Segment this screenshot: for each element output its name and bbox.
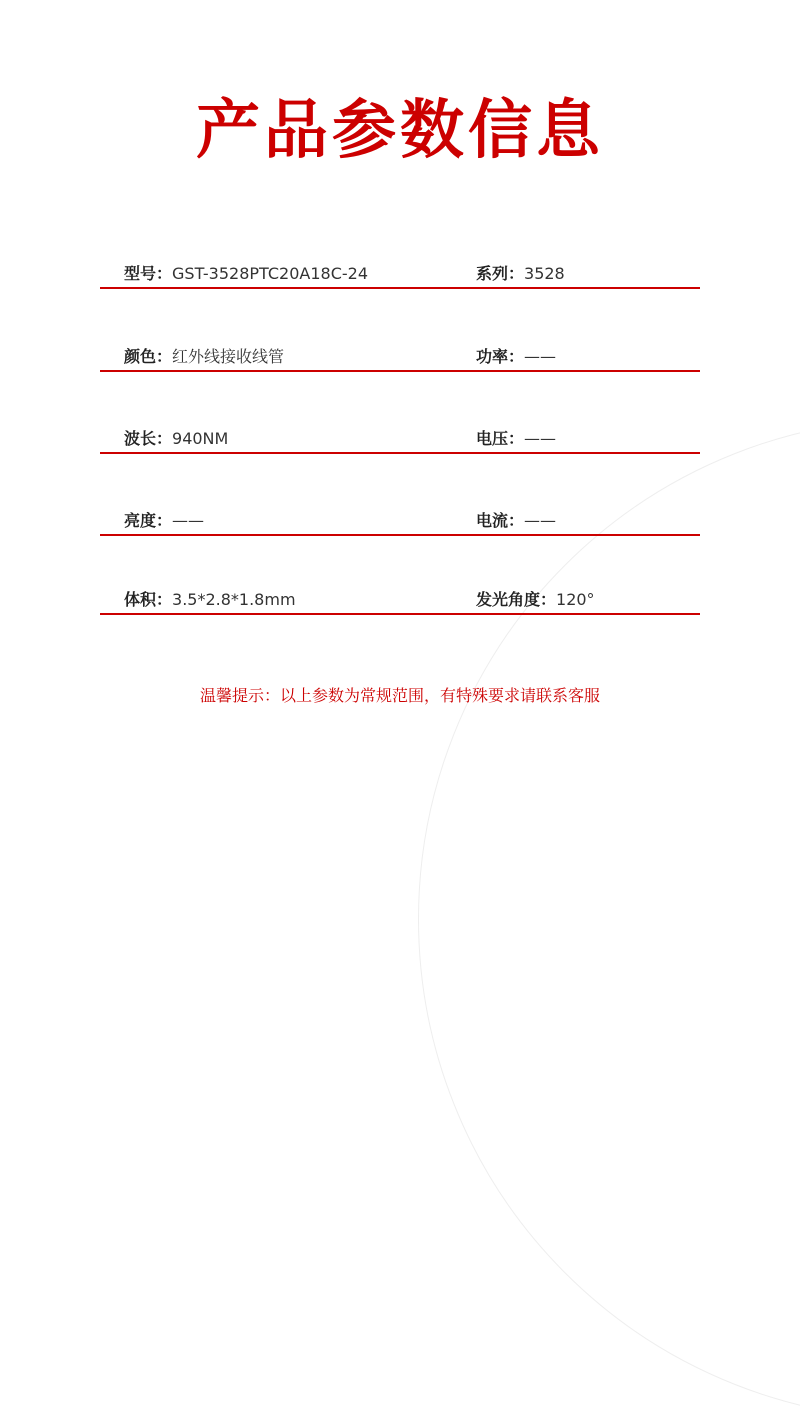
spec-label: 颜色： (124, 347, 173, 366)
spec-wavelength (124, 427, 228, 451)
spec-brightness (124, 509, 204, 533)
spec-color (124, 345, 284, 369)
spec-current (476, 509, 556, 533)
spec-voltage (476, 427, 556, 451)
spec-value: GST-3528PTC20A18C-24 (172, 264, 368, 283)
spec-row-brightness (100, 509, 700, 533)
spec-row-model (100, 262, 700, 286)
spec-size (124, 588, 296, 612)
spec-value: —— (172, 511, 205, 530)
spec-series (476, 262, 565, 286)
spec-label: 系列： (476, 264, 525, 283)
page-title: 产品参数信息 (196, 93, 604, 168)
spec-value: —— (524, 511, 557, 530)
spec-label: 波长： (124, 429, 173, 448)
spec-value: —— (524, 347, 557, 366)
spec-label: 电压： (476, 429, 525, 448)
spec-value: 红外线接收线管 (172, 347, 285, 366)
spec-row-size (100, 588, 700, 612)
spec-row-color (100, 345, 700, 369)
spec-label: 功率： (476, 347, 525, 366)
spec-beam-angle (476, 588, 595, 612)
spec-label: 体积： (124, 590, 173, 609)
spec-value: 3528 (524, 264, 565, 283)
spec-label: 电流： (476, 511, 525, 530)
spec-value: 120° (556, 590, 595, 609)
footer-note: 温馨提示：以上参数为常规范围，有特殊要求请联系客服 (199, 686, 600, 705)
spec-value: —— (524, 429, 557, 448)
spec-label: 发光角度： (476, 590, 557, 609)
spec-label: 亮度： (124, 511, 173, 530)
spec-value: 3.5*2.8*1.8mm (172, 590, 296, 609)
decorative-arc (418, 418, 800, 1420)
spec-model (124, 262, 368, 286)
spec-row-wavelength (100, 427, 700, 451)
spec-power (476, 345, 556, 369)
spec-value: 940NM (172, 429, 229, 448)
spec-label: 型号： (124, 264, 173, 283)
